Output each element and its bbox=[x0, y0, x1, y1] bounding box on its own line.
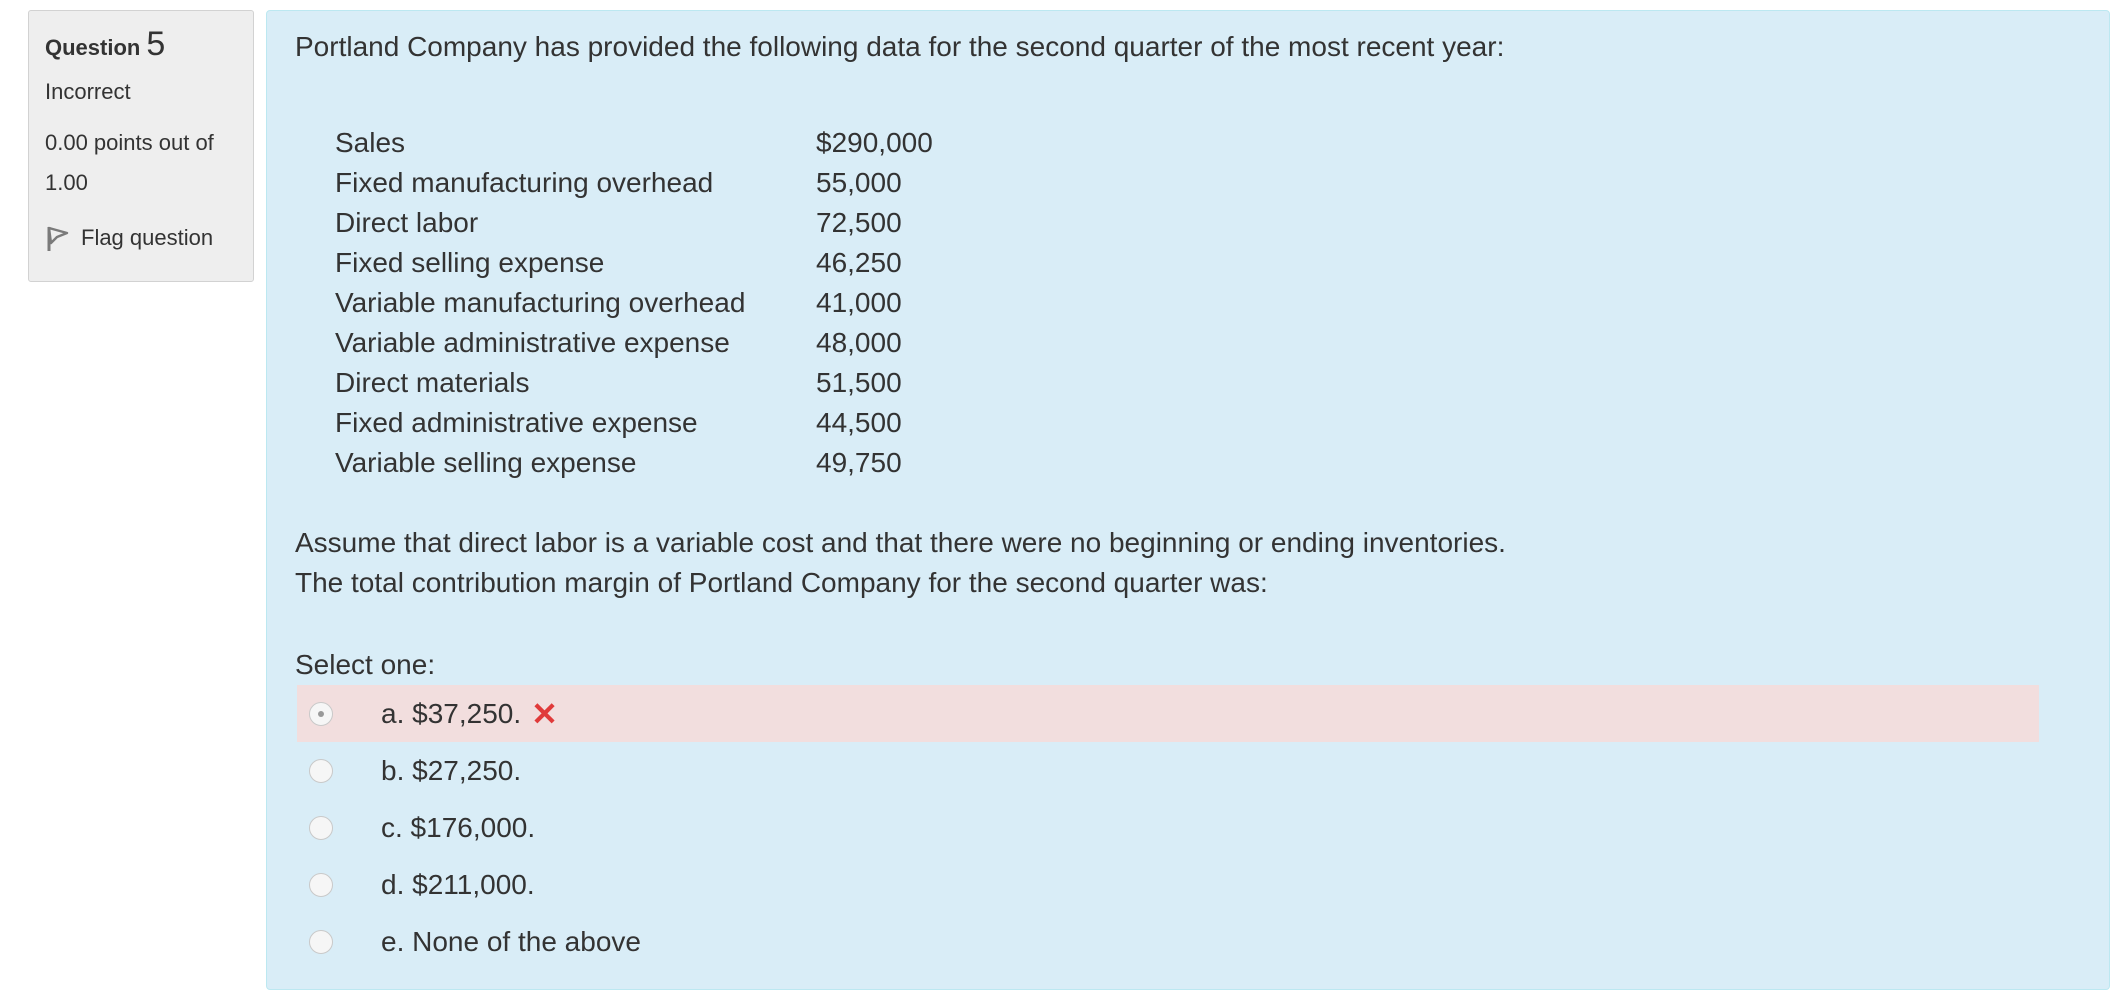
data-row-value: 51,500 bbox=[816, 367, 902, 398]
data-row-label: Direct materials bbox=[335, 367, 530, 398]
data-row-value: 41,000 bbox=[816, 287, 902, 318]
data-row-value: 44,500 bbox=[816, 407, 902, 438]
answer-options bbox=[297, 685, 2039, 970]
answer-label-wrap bbox=[381, 926, 641, 958]
question-content-panel bbox=[266, 10, 2110, 990]
question-intro-text: Portland Company has provided the following data for the second quarter of the most recent year: bbox=[295, 31, 1505, 62]
data-row-value: 72,500 bbox=[816, 207, 902, 238]
answer-option[interactable] bbox=[297, 799, 2039, 856]
answer-label: a. $37,250. bbox=[381, 697, 522, 729]
answer-radio[interactable] bbox=[309, 816, 333, 840]
data-row-label: Fixed selling expense bbox=[335, 247, 605, 278]
data-row-value: $290,000 bbox=[816, 127, 933, 158]
answer-option[interactable] bbox=[297, 742, 2039, 799]
question-state: Incorrect bbox=[45, 79, 131, 104]
data-row-value: 48,000 bbox=[816, 327, 902, 358]
cross-icon: ✕ bbox=[531, 695, 558, 732]
answer-option[interactable] bbox=[297, 856, 2039, 913]
data-row-label: Variable manufacturing overhead bbox=[335, 287, 746, 318]
data-row-label: Direct labor bbox=[335, 207, 479, 238]
question-grade: 0.00 points out of 1.00 bbox=[45, 130, 214, 195]
question-number-heading bbox=[45, 25, 237, 69]
data-table bbox=[335, 123, 1016, 483]
question-number: 5 bbox=[146, 25, 166, 63]
data-row bbox=[335, 403, 1016, 443]
select-one-prompt: Select one: bbox=[295, 649, 436, 680]
data-row-value: 55,000 bbox=[816, 167, 902, 198]
data-row bbox=[335, 163, 1016, 203]
flag-question-label: Flag question bbox=[81, 225, 214, 250]
data-row-label: Fixed manufacturing overhead bbox=[335, 167, 714, 198]
answer-label-wrap bbox=[381, 869, 535, 901]
answer-option[interactable] bbox=[297, 913, 2039, 970]
flag-question-button[interactable] bbox=[45, 223, 237, 253]
data-row-label: Variable selling expense bbox=[335, 447, 637, 478]
data-row bbox=[335, 443, 1016, 483]
answer-label: c. $176,000. bbox=[381, 811, 536, 843]
question-assumption-block bbox=[295, 523, 1506, 603]
answer-label-wrap bbox=[381, 812, 535, 844]
data-row bbox=[335, 323, 1016, 363]
answer-radio[interactable] bbox=[309, 930, 333, 954]
answer-label-wrap bbox=[381, 695, 558, 733]
answer-label: d. $211,000. bbox=[381, 868, 535, 900]
assumption-text: Assume that direct labor is a variable cost and that there were no beginning or ending inventories. bbox=[295, 527, 1506, 558]
answer-option[interactable] bbox=[297, 685, 2039, 742]
data-row-value: 49,750 bbox=[816, 447, 902, 478]
data-row bbox=[335, 363, 1016, 403]
question-ask-text: The total contribution margin of Portland Company for the second quarter was: bbox=[295, 567, 1268, 598]
data-row-label: Variable administrative expense bbox=[335, 327, 730, 358]
answer-radio[interactable] bbox=[309, 873, 333, 897]
answer-label: e. None of the above bbox=[381, 925, 641, 957]
answer-radio[interactable] bbox=[309, 702, 333, 726]
answer-label: b. $27,250. bbox=[381, 754, 522, 786]
flag-icon bbox=[45, 223, 71, 253]
data-row-value: 46,250 bbox=[816, 247, 902, 278]
question-info-panel bbox=[28, 10, 254, 282]
data-row bbox=[335, 243, 1016, 283]
data-row-label: Fixed administrative expense bbox=[335, 407, 698, 438]
question-label: Question bbox=[45, 35, 141, 60]
data-row bbox=[335, 203, 1016, 243]
answer-label-wrap bbox=[381, 755, 521, 787]
data-row-label: Sales bbox=[335, 127, 406, 158]
data-row bbox=[335, 283, 1016, 323]
answer-radio[interactable] bbox=[309, 759, 333, 783]
data-row bbox=[335, 123, 1016, 163]
